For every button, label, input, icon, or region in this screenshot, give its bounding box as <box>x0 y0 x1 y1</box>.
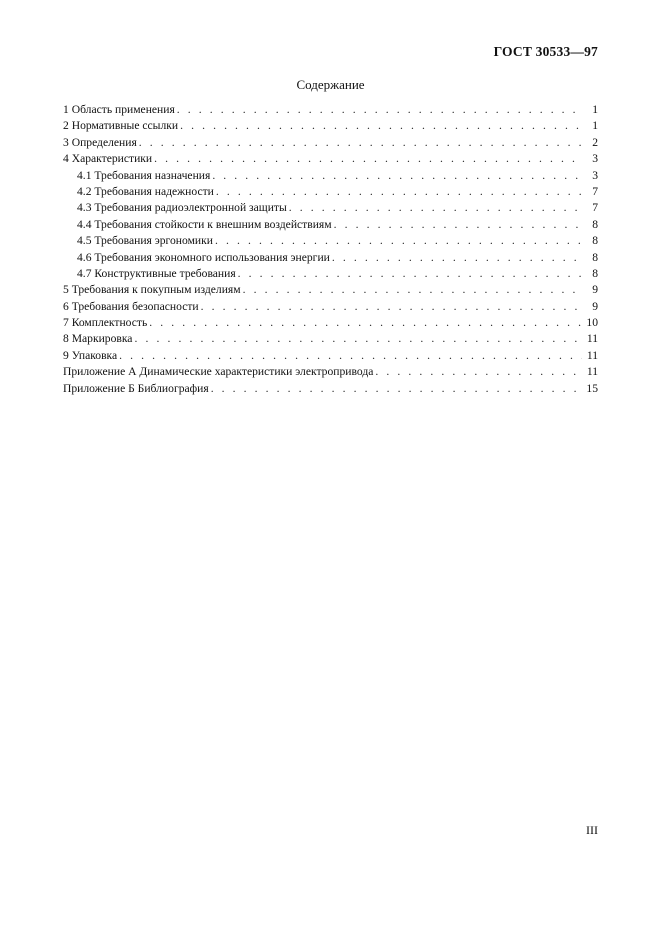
toc-entry-appendix-a[interactable] <box>63 364 598 380</box>
toc-entry-label: 4.2 Требования надежности <box>77 184 214 198</box>
toc-leader-dots <box>243 282 582 298</box>
toc-entry-page: 11 <box>586 348 598 362</box>
toc-entry-label: 1 Область применения <box>63 103 175 116</box>
toc-entry-label: Приложение А Динамические характеристики электропривода <box>63 365 374 379</box>
toc-leader-dots <box>201 299 582 315</box>
toc-entry-3[interactable] <box>63 135 598 151</box>
toc-entry-4-4[interactable] <box>63 217 598 233</box>
toc-entry-4-7[interactable] <box>63 266 598 282</box>
toc-entry-label: 4.4 Требования стойкости к внешним воздействиям <box>77 217 332 231</box>
toc-entry-label: 4.5 Требования эргономики <box>77 234 213 248</box>
toc-entry-4-5[interactable] <box>63 233 598 249</box>
toc-entry-4[interactable] <box>63 151 598 167</box>
toc-entry-label: 2 Нормативные ссылки <box>63 119 179 133</box>
toc-entry-page: 7 <box>592 184 598 198</box>
toc-leader-dots <box>238 266 582 282</box>
toc-leader-dots <box>134 331 582 347</box>
toc-entry-1[interactable] <box>63 102 598 118</box>
toc-entry-4-3[interactable] <box>63 200 598 216</box>
toc-entry-page: 11 <box>586 365 598 379</box>
toc-entry-page: 10 <box>586 316 598 330</box>
toc-entry-page: 1 <box>592 103 598 116</box>
toc-entry-label: 4.7 Конструктивные требования <box>77 266 236 280</box>
toc-entry-label: 9 Упаковка <box>63 348 118 362</box>
toc-entry-page: 2 <box>592 135 598 149</box>
toc-entry-page: 8 <box>592 250 598 264</box>
toc-entry-label: 8 Маркировка <box>63 332 133 346</box>
toc-entry-4-6[interactable] <box>63 250 598 266</box>
table-of-contents <box>63 102 598 397</box>
toc-entry-page: 3 <box>592 152 598 166</box>
toc-entry-appendix-b[interactable] <box>63 381 598 397</box>
toc-entry-page: 9 <box>592 283 598 297</box>
toc-entry-page: 8 <box>592 217 598 231</box>
toc-entry-label: 5 Требования к покупным изделиям <box>63 283 241 297</box>
toc-entry-page: 1 <box>592 119 598 133</box>
toc-entry-4-1[interactable] <box>63 168 598 184</box>
page-number: III <box>586 823 598 837</box>
toc-entry-label: 4.3 Требования радиоэлектронной защиты <box>77 201 287 215</box>
toc-entry-page: 8 <box>592 234 598 248</box>
toc-leader-dots <box>139 135 582 151</box>
toc-entry-label: 7 Комплектность <box>63 316 148 330</box>
toc-entry-4-2[interactable] <box>63 184 598 200</box>
toc-leader-dots <box>334 217 582 233</box>
toc-entry-page: 8 <box>592 266 598 280</box>
toc-leader-dots <box>289 200 582 216</box>
toc-entry-label: 3 Определения <box>63 135 137 149</box>
toc-entry-page: 11 <box>586 332 598 346</box>
toc-entry-page: 9 <box>592 299 598 313</box>
toc-leader-dots <box>215 233 582 249</box>
toc-leader-dots <box>332 250 582 266</box>
toc-entry-9[interactable] <box>63 348 598 364</box>
toc-leader-dots <box>154 151 582 167</box>
toc-leader-dots <box>119 348 582 364</box>
toc-leader-dots <box>149 315 582 331</box>
toc-leader-dots <box>211 381 582 397</box>
toc-entry-page: 7 <box>592 201 598 215</box>
toc-title: Содержание <box>296 77 365 92</box>
toc-leader-dots <box>216 184 582 200</box>
toc-entry-8[interactable] <box>63 331 598 347</box>
toc-leader-dots <box>177 102 582 118</box>
toc-leader-dots <box>212 168 582 184</box>
document-code: ГОСТ 30533—97 <box>493 44 598 59</box>
toc-entry-page: 3 <box>592 168 598 182</box>
toc-entry-5[interactable] <box>63 282 598 298</box>
toc-entry-7[interactable] <box>63 315 598 331</box>
toc-entry-page: 15 <box>586 381 598 395</box>
toc-entry-label: 4.6 Требования экономного использования энергии <box>77 250 330 264</box>
toc-entry-label: Приложение Б Библиография <box>63 381 209 395</box>
toc-entry-label: 4.1 Требования назначения <box>77 168 211 182</box>
toc-entry-6[interactable] <box>63 299 598 315</box>
toc-entry-label: 4 Характеристики <box>63 152 153 166</box>
toc-leader-dots <box>375 364 582 380</box>
toc-entry-2[interactable] <box>63 118 598 134</box>
toc-leader-dots <box>180 118 582 134</box>
toc-entry-label: 6 Требования безопасности <box>63 299 199 313</box>
